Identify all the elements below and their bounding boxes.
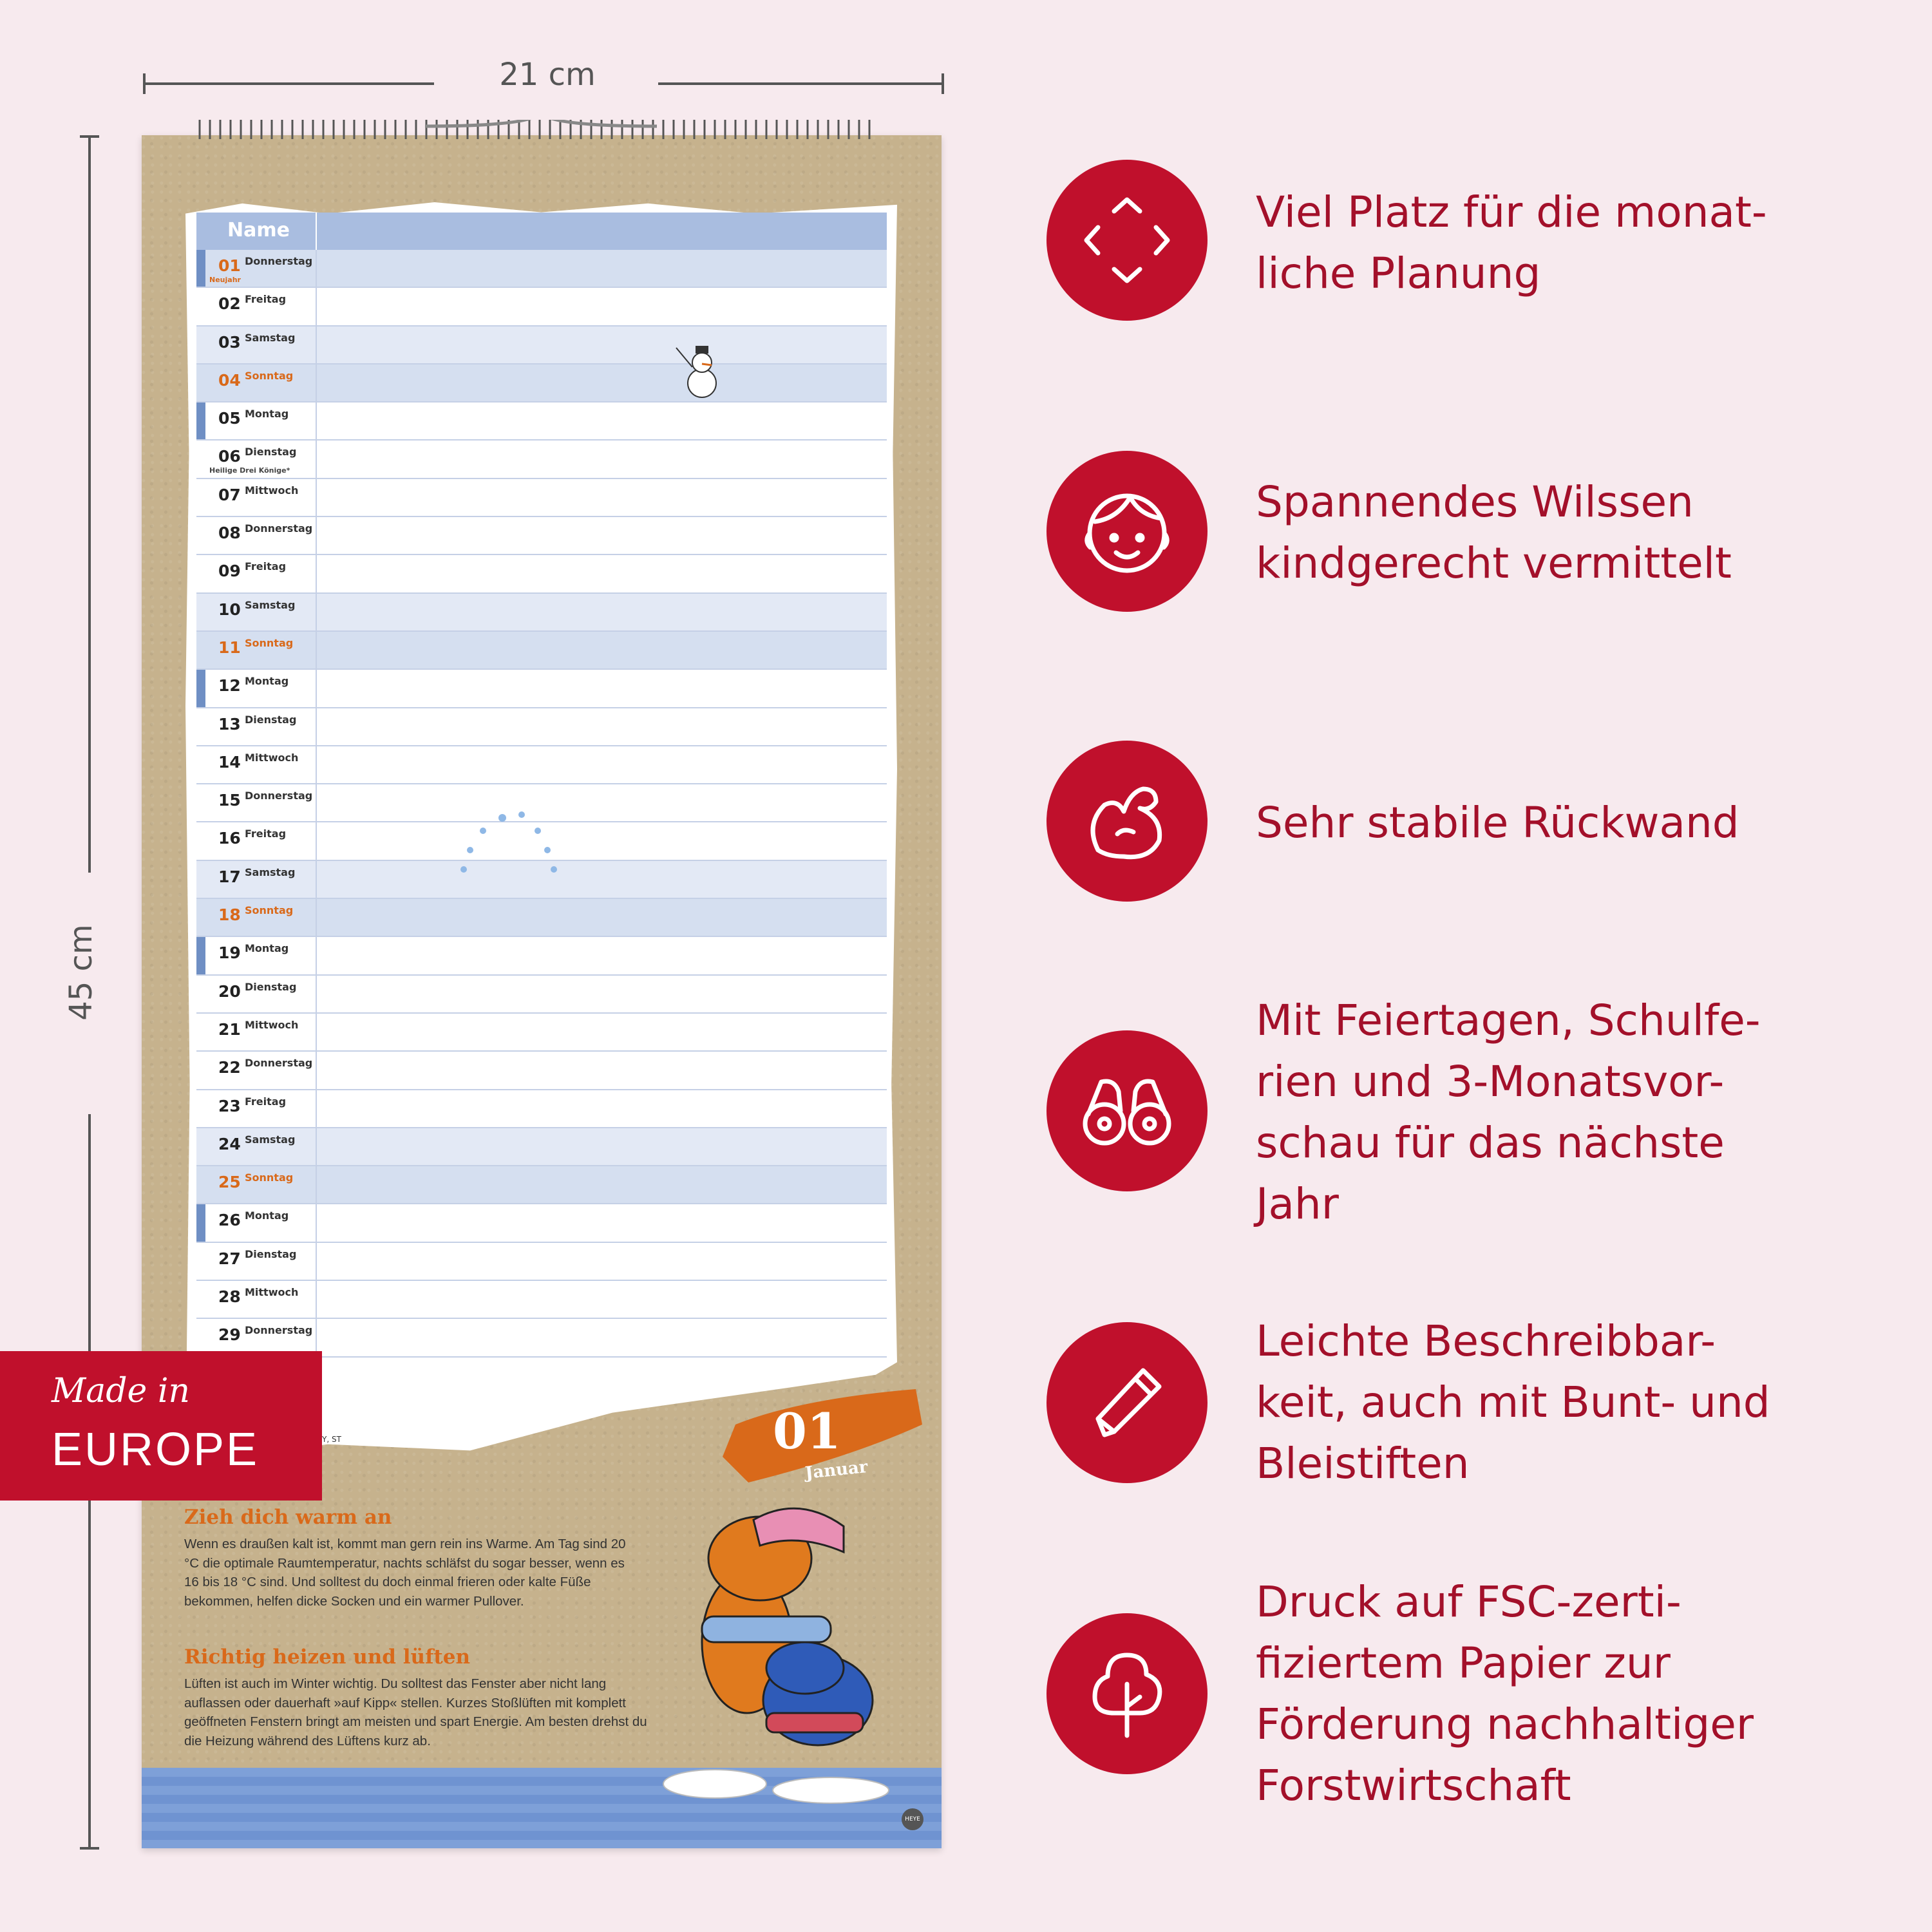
- width-dimension-tick-left: [143, 73, 146, 94]
- day-number: 24: [218, 1134, 241, 1153]
- weekday-label: Dienstag: [245, 446, 297, 459]
- section-text-heating: Lüften ist auch im Winter wichtig. Du solltest das Fenster aber nicht lang auflassen oder dauerhaft »auf Kipp« stellen. Kurzes Stoßlüften mit komplett geöffneten Fenstern bringt am meisten und spart Energie. Am besten drehst du die Heizung während des Lüftens kurz ab.: [184, 1676, 647, 1748]
- cell-divider: [316, 1281, 317, 1318]
- publisher-logo: HEYE: [902, 1808, 923, 1830]
- day-row: [196, 1166, 887, 1204]
- weekday-label: Donnerstag: [245, 1324, 313, 1337]
- cell-divider: [316, 1128, 317, 1165]
- calendar-week-marker: [196, 250, 205, 287]
- month-number: 01: [773, 1403, 841, 1460]
- planner-grid: [196, 213, 887, 1358]
- cell-divider: [316, 708, 317, 745]
- weekday-label: Freitag: [245, 1095, 287, 1108]
- day-row: [196, 899, 887, 937]
- day-number: 25: [218, 1173, 241, 1192]
- weekday-label: Mittwoch: [245, 1018, 299, 1031]
- day-number: 21: [218, 1019, 241, 1039]
- snowman-illustration: [663, 338, 734, 402]
- holiday-note: Heilige Drei Könige*: [209, 466, 290, 475]
- cell-divider: [316, 670, 317, 706]
- day-number: 07: [218, 485, 241, 504]
- cell-divider: [316, 402, 317, 439]
- feature-text-fsc: Druck auf FSC-zerti- fiziertem Papier zur Förderung nachhaltiger Forstwirtschaft: [1256, 1577, 1754, 1810]
- weekday-label: Donnerstag: [245, 255, 313, 267]
- holiday-note: Neujahr: [209, 276, 241, 284]
- day-row: [196, 440, 887, 478]
- day-row: [196, 1204, 887, 1242]
- day-row: [196, 1128, 887, 1166]
- cell-divider: [316, 479, 317, 516]
- day-number: 04: [218, 370, 241, 390]
- day-row: [196, 402, 887, 440]
- day-number: 09: [218, 562, 241, 581]
- tree-icon: [1046, 1613, 1208, 1774]
- feature-text-backboard: Sehr stabile Rückwand: [1256, 798, 1739, 848]
- weekday-label: Montag: [245, 1209, 289, 1222]
- weekday-label: Samstag: [245, 1133, 296, 1146]
- day-number: 13: [218, 714, 241, 734]
- calendar-week-marker: [196, 402, 205, 439]
- weekday-label: Sonntag: [245, 636, 294, 649]
- cell-divider: [316, 1014, 317, 1050]
- day-number: 08: [218, 524, 241, 543]
- height-dimension-tick-bottom: [80, 1847, 99, 1850]
- section-title-warm: Zieh dich warm an: [184, 1506, 392, 1529]
- binoculars-icon: [1046, 1030, 1208, 1191]
- day-row: [196, 479, 887, 517]
- weekday-label: Freitag: [245, 560, 287, 573]
- height-dimension-line-top: [88, 135, 91, 873]
- day-number: 23: [218, 1096, 241, 1115]
- weekday-label: Sonntag: [245, 369, 294, 382]
- day-number: 17: [218, 867, 241, 886]
- snowflakes-illustration: [444, 805, 573, 882]
- day-row: [196, 1014, 887, 1052]
- child-face-icon: [1046, 451, 1208, 612]
- made-in-europe-badge: [0, 1351, 322, 1501]
- weekday-label: Montag: [245, 942, 289, 955]
- cell-divider: [316, 517, 317, 554]
- weekday-label: Mittwoch: [245, 751, 299, 764]
- day-number: 16: [218, 829, 241, 848]
- cell-divider: [316, 976, 317, 1012]
- cell-divider: [316, 746, 317, 783]
- day-row: [196, 1243, 887, 1281]
- cell-divider: [316, 327, 317, 363]
- day-row: [196, 746, 887, 784]
- cell-divider: [316, 1319, 317, 1356]
- mouse-and-elephant-illustration: [650, 1501, 921, 1810]
- weekday-label: Freitag: [245, 828, 287, 840]
- day-number: 01: [218, 256, 241, 275]
- day-number: 05: [218, 409, 241, 428]
- cell-divider: [316, 288, 317, 325]
- feature-text-knowledge: Spannendes Wilssen kindgerecht vermittelt: [1256, 477, 1732, 588]
- cell-divider: [316, 1052, 317, 1088]
- cell-divider: [316, 784, 317, 821]
- height-dimension-tick-top: [80, 135, 99, 138]
- day-number: 18: [218, 905, 241, 925]
- day-number: 11: [218, 638, 241, 657]
- cell-divider: [316, 1243, 317, 1280]
- calendar-week-marker: [196, 670, 205, 706]
- cell-divider: [316, 1204, 317, 1241]
- weekday-label: Mittwoch: [245, 1286, 299, 1299]
- cell-divider: [316, 861, 317, 898]
- day-row: [196, 250, 887, 288]
- weekday-label: Dienstag: [245, 1247, 297, 1260]
- cell-divider: [316, 822, 317, 859]
- day-row: [196, 517, 887, 555]
- day-number: 26: [218, 1211, 241, 1230]
- cell-divider: [316, 250, 317, 287]
- weekday-label: Sonntag: [245, 904, 294, 917]
- day-number: 06: [218, 447, 241, 466]
- weekday-label: Dienstag: [245, 713, 297, 726]
- cell-divider: [316, 1090, 317, 1127]
- strong-arm-icon: [1046, 741, 1208, 902]
- width-dimension-line-right: [658, 82, 944, 85]
- cell-divider: [316, 937, 317, 974]
- made-in-script-text: Made in: [52, 1372, 190, 1410]
- cell-divider: [316, 365, 317, 401]
- height-dimension-label: 45 cm: [63, 924, 99, 1021]
- day-row: [196, 327, 887, 365]
- day-row: [196, 976, 887, 1014]
- calendar-week-marker: [196, 937, 205, 974]
- day-row: [196, 594, 887, 632]
- weekday-label: Montag: [245, 675, 289, 688]
- day-number: 28: [218, 1287, 241, 1307]
- day-number: 27: [218, 1249, 241, 1268]
- feature-text-holidays: Mit Feiertagen, Schulfe- rien und 3-Monatsvor- schau für das nächste Jahr: [1256, 996, 1761, 1229]
- day-row: [196, 670, 887, 708]
- day-row: [196, 1090, 887, 1128]
- width-dimension-tick-right: [942, 73, 944, 94]
- month-name: Januar: [804, 1457, 869, 1484]
- section-text-warm: Wenn es draußen kalt ist, kommt man gern rein ins Warme. Am Tag sind 20 °C die optimale Raumtemperatur, nachts schläfst du sogar besser, wenn es 16 bis 18 °C sind. Und solltest du doch einmal frieren oder kalte Füße bekommen, helfen dicke Socken und ein warmer Pullover.: [184, 1537, 626, 1609]
- cell-divider: [316, 899, 317, 936]
- europe-text: EUROPE: [52, 1424, 260, 1475]
- cell-divider: [316, 555, 317, 592]
- weekday-label: Sonntag: [245, 1171, 294, 1184]
- pencil-icon: [1046, 1322, 1208, 1483]
- day-number: 20: [218, 981, 241, 1001]
- weekday-label: Donnerstag: [245, 790, 313, 802]
- weekday-label: Dienstag: [245, 980, 297, 993]
- calendar-footnote: Y, ST: [322, 1435, 341, 1444]
- day-row: [196, 632, 887, 670]
- day-number: 10: [218, 600, 241, 619]
- day-rows: [196, 250, 887, 1358]
- weekday-label: Samstag: [245, 598, 296, 611]
- width-dimension-line-left: [143, 82, 434, 85]
- weekday-label: Donnerstag: [245, 522, 313, 535]
- weekday-label: Donnerstag: [245, 1057, 313, 1070]
- day-number: 15: [218, 791, 241, 810]
- spiral-binding: [193, 120, 902, 146]
- weekday-label: Samstag: [245, 331, 296, 344]
- feature-text-space: Viel Platz für die monat- liche Planung: [1256, 187, 1767, 298]
- weekday-label: Samstag: [245, 866, 296, 878]
- day-row: [196, 288, 887, 326]
- day-row: [196, 365, 887, 402]
- day-number: 02: [218, 294, 241, 314]
- day-row: [196, 1281, 887, 1319]
- day-number: 29: [218, 1325, 241, 1345]
- cell-divider: [316, 440, 317, 477]
- width-dimension-label: 21 cm: [499, 57, 596, 93]
- day-row: [196, 937, 887, 975]
- weekday-label: Mittwoch: [245, 484, 299, 497]
- day-row: [196, 1052, 887, 1090]
- header-divider: [316, 213, 317, 250]
- cell-divider: [316, 1166, 317, 1203]
- day-row: [196, 708, 887, 746]
- day-number: 14: [218, 752, 241, 772]
- day-number: 12: [218, 676, 241, 696]
- calendar-week-marker: [196, 1204, 205, 1241]
- day-number: 03: [218, 332, 241, 352]
- cell-divider: [316, 632, 317, 668]
- feature-text-writable: Leichte Beschreibbar- keit, auch mit Bunt- und Bleistiften: [1256, 1316, 1770, 1488]
- grid-header: [196, 213, 887, 250]
- expand-arrows-icon: [1046, 160, 1208, 321]
- name-column-label: Name: [227, 219, 290, 242]
- weekday-label: Freitag: [245, 293, 287, 306]
- day-number: 19: [218, 943, 241, 963]
- cell-divider: [316, 594, 317, 630]
- day-row: [196, 555, 887, 593]
- section-title-heating: Richtig heizen und lüften: [184, 1645, 470, 1669]
- weekday-label: Montag: [245, 408, 289, 421]
- day-number: 22: [218, 1058, 241, 1077]
